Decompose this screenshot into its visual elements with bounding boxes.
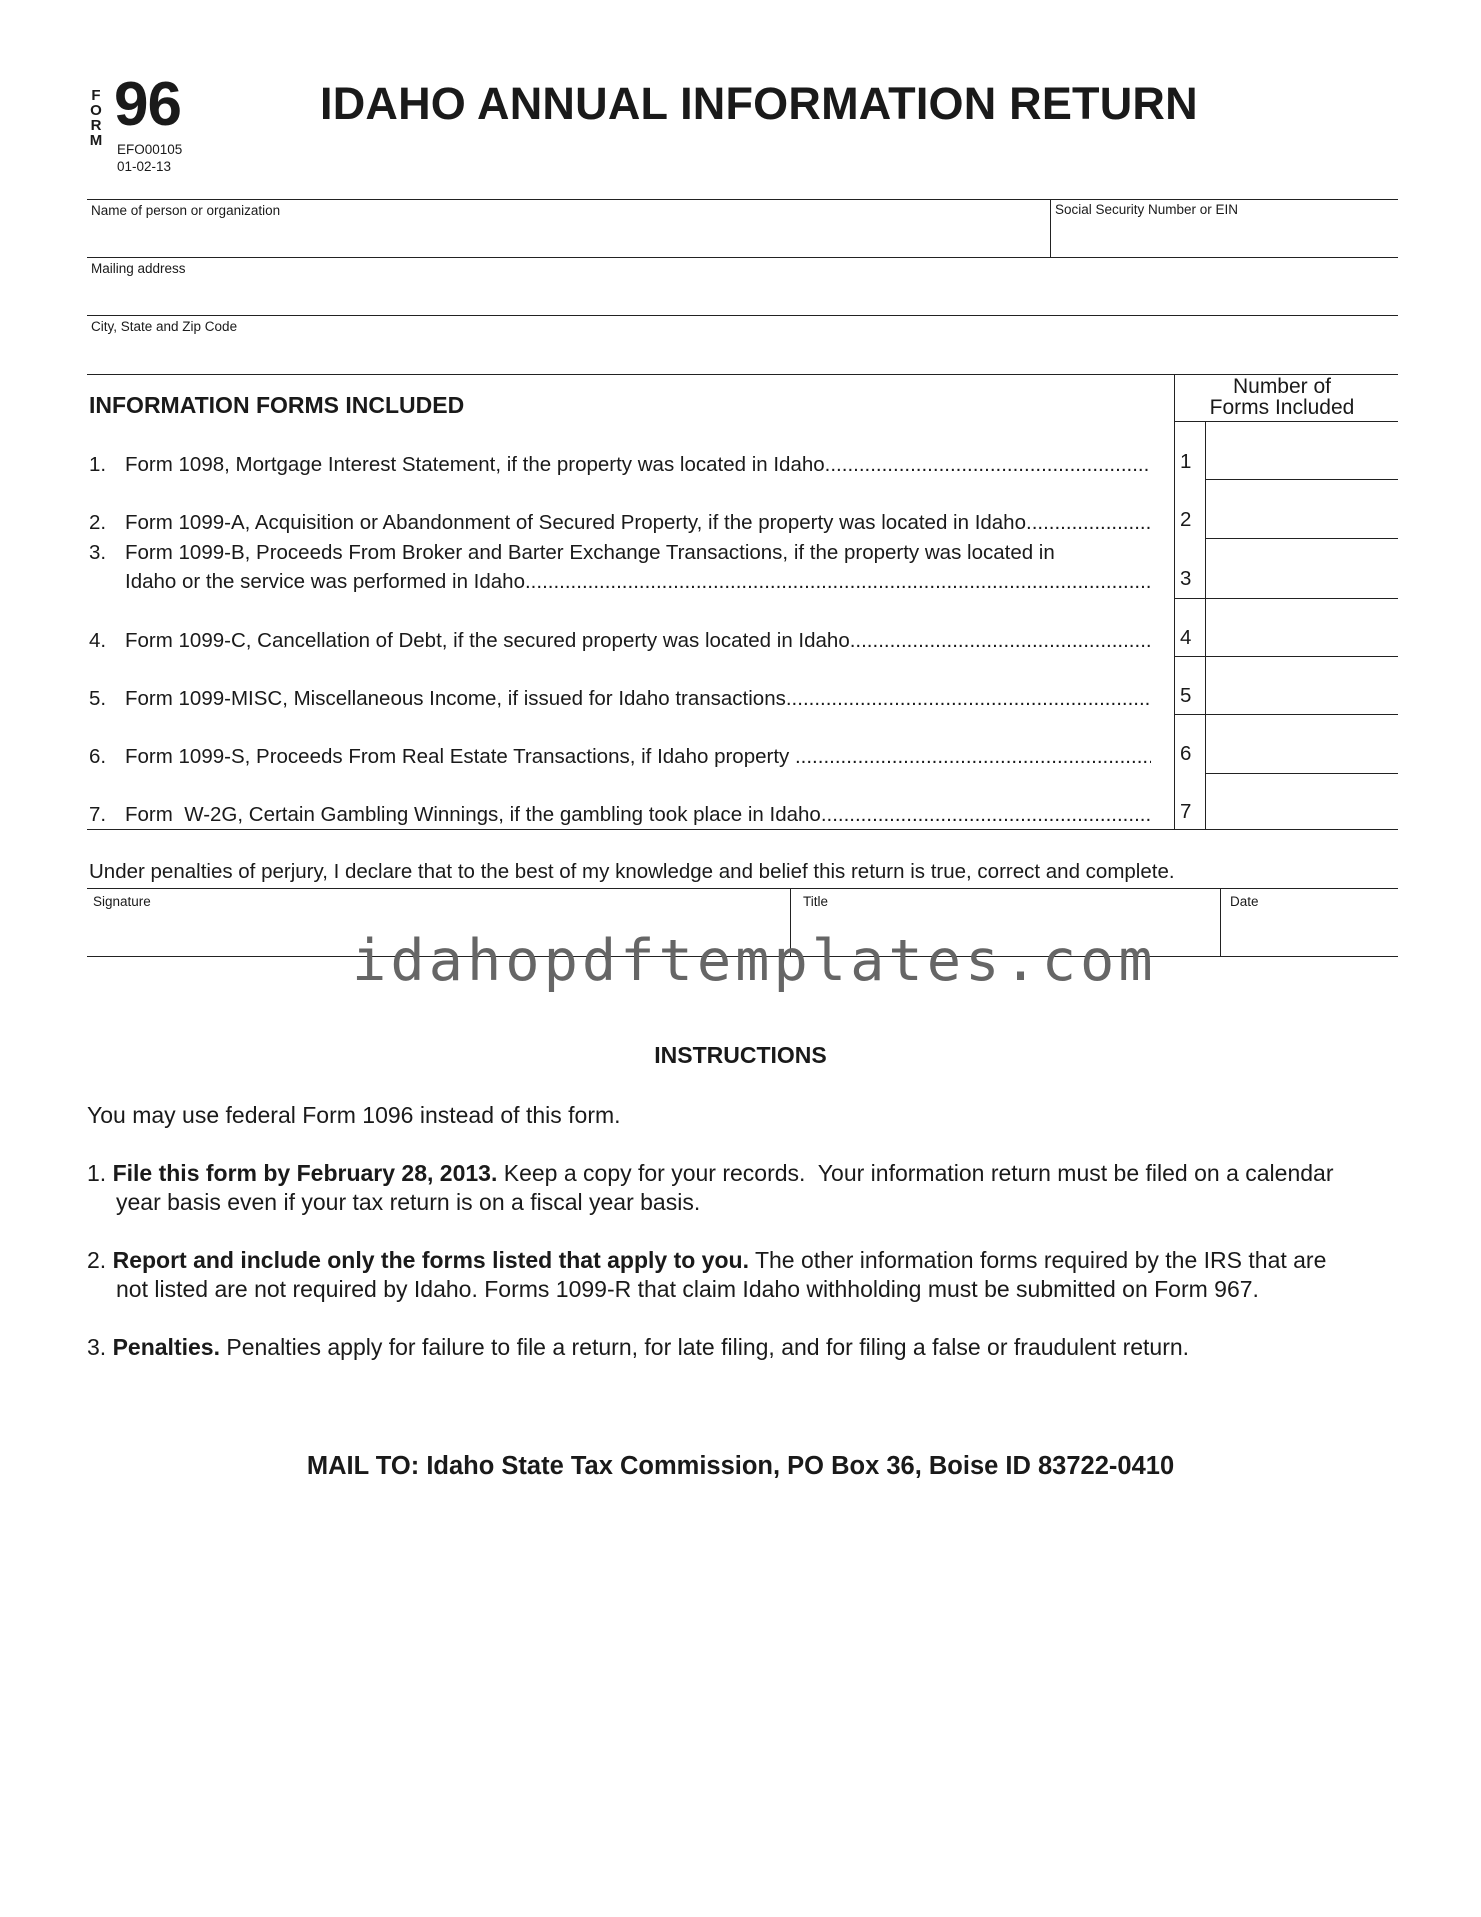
item-number: 3.	[89, 541, 107, 564]
list-item	[89, 742, 1151, 771]
form-letter: F	[91, 87, 101, 104]
item-text: Form 1098, Mortgage Interest Statement, if the property was located in Idaho .....	[125, 450, 1151, 479]
instruction-number: 1.	[87, 1160, 107, 1186]
divider	[87, 829, 1398, 830]
form-code-id: EFO00105	[117, 142, 183, 157]
list-item	[89, 800, 1151, 829]
instructions-intro: You may use federal Form 1096 instead of this form.	[87, 1102, 621, 1128]
ssn-field[interactable]	[1053, 210, 1397, 255]
item-number: 4.	[89, 629, 107, 652]
line-number: 1	[1180, 450, 1192, 473]
name-label: Name of person or organization	[91, 203, 281, 218]
count-input[interactable]	[1208, 600, 1397, 654]
divider	[1050, 199, 1051, 257]
ssn-label: Social Security Number or EIN	[1055, 202, 1239, 217]
instruction-item	[87, 1333, 1407, 1362]
title-label: Title	[803, 894, 829, 909]
list-item	[89, 450, 1151, 479]
list-item	[89, 538, 1151, 567]
line-number: 4	[1180, 626, 1192, 649]
city-label: City, State and Zip Code	[91, 319, 238, 334]
line-number: 5	[1180, 684, 1192, 707]
instruction-text: not listed are not required by Idaho. Forms 1099-R that claim Idaho withholding must be submitted on Form 967.	[116, 1276, 1259, 1302]
form-number: 96	[114, 70, 181, 139]
divider	[87, 888, 1398, 889]
line-number: 7	[1180, 800, 1192, 823]
instruction-text: Keep a copy for your records. Your information return must be filed on a calendar	[497, 1160, 1334, 1186]
list-item	[89, 684, 1151, 713]
instruction-heading: Penalties.	[112, 1334, 220, 1360]
form-code	[117, 141, 182, 175]
divider	[1205, 422, 1206, 830]
divider	[1174, 598, 1398, 599]
perjury-declaration: Under penalties of perjury, I declare that to the best of my knowledge and belief this return is true, correct and complete.	[89, 860, 1175, 883]
line-number: 6	[1180, 742, 1192, 765]
mail-to-address: MAIL TO: Idaho State Tax Commission, PO Box 36, Boise ID 83722-0410	[306, 1452, 1175, 1480]
date-field[interactable]	[1223, 912, 1397, 954]
form-letter: R	[90, 117, 102, 134]
item-number: 2.	[89, 511, 107, 534]
column-header-line: Number of	[1232, 375, 1332, 398]
section-title: INFORMATION FORMS INCLUDED	[89, 392, 465, 418]
divider	[87, 315, 1398, 316]
divider	[1174, 421, 1398, 422]
count-input[interactable]	[1208, 775, 1397, 827]
list-item-continued	[89, 567, 1151, 596]
page-title: IDAHO ANNUAL INFORMATION RETURN	[320, 78, 1198, 129]
item-text: Idaho or the service was performed in Idaho .....	[125, 567, 1151, 596]
instruction-number: 3.	[87, 1334, 107, 1360]
instruction-text: year basis even if your tax return is on a fiscal year basis.	[116, 1189, 701, 1215]
column-header	[1173, 376, 1391, 418]
count-input[interactable]	[1208, 541, 1397, 596]
instruction-heading: File this form by February 28, 2013.	[112, 1160, 498, 1186]
item-number: 1.	[89, 453, 107, 476]
item-text: Form 1099-B, Proceeds From Broker and Barter Exchange Transactions, if the property was located in	[125, 541, 1055, 564]
item-number: 5.	[89, 687, 107, 710]
item-number: 7.	[89, 803, 107, 826]
divider	[87, 257, 1398, 258]
column-header-line: Forms Included	[1209, 396, 1355, 419]
instruction-heading: Report and include only the forms listed that apply to you.	[112, 1247, 749, 1273]
instruction-text: Penalties apply for failure to file a return, for late filing, and for filing a false or fraudulent return.	[219, 1334, 1190, 1360]
watermark: idahopdftemplates.com	[352, 928, 1157, 994]
instruction-item	[87, 1246, 1407, 1304]
instructions-title: INSTRUCTIONS	[654, 1042, 827, 1068]
item-text: Form 1099-C, Cancellation of Debt, if the secured property was located in Idaho .....	[125, 626, 1151, 655]
list-item	[89, 626, 1151, 655]
line-number: 2	[1180, 508, 1192, 531]
count-input[interactable]	[1208, 482, 1397, 536]
divider	[87, 374, 1398, 375]
divider	[1174, 714, 1398, 715]
form-code-date: 01-02-13	[117, 159, 172, 174]
date-label: Date	[1230, 894, 1259, 909]
divider	[1174, 656, 1398, 657]
divider	[1174, 374, 1175, 830]
address-field[interactable]	[87, 268, 1397, 313]
name-field[interactable]	[87, 210, 1047, 255]
line-number: 3	[1180, 567, 1192, 590]
divider	[1205, 479, 1398, 480]
divider	[1205, 538, 1398, 539]
item-text: Form 1099-S, Proceeds From Real Estate Transactions, if Idaho property .....	[125, 742, 1151, 771]
form-letter: O	[90, 102, 102, 119]
item-number: 6.	[89, 745, 107, 768]
list-item	[89, 508, 1151, 537]
form-letter: M	[89, 132, 103, 149]
address-label: Mailing address	[91, 261, 186, 276]
count-input[interactable]	[1208, 658, 1397, 712]
instruction-number: 2.	[87, 1247, 107, 1273]
form-vertical-label	[88, 88, 104, 148]
divider	[1220, 888, 1221, 956]
signature-label: Signature	[93, 894, 151, 909]
instruction-text: The other information forms required by the IRS that are	[748, 1247, 1327, 1273]
item-text: Form 1099-A, Acquisition or Abandonment of Secured Property, if the property was located in Idaho .....	[125, 508, 1151, 537]
count-input[interactable]	[1208, 716, 1397, 771]
item-text: Form W-2G, Certain Gambling Winnings, if the gambling took place in Idaho .....	[125, 800, 1151, 829]
divider	[87, 199, 1398, 200]
item-text: Form 1099-MISC, Miscellaneous Income, if issued for Idaho transactions .....	[125, 684, 1151, 713]
city-field[interactable]	[87, 326, 1397, 371]
count-input[interactable]	[1208, 424, 1397, 478]
divider	[1205, 773, 1398, 774]
instruction-item	[87, 1159, 1407, 1217]
